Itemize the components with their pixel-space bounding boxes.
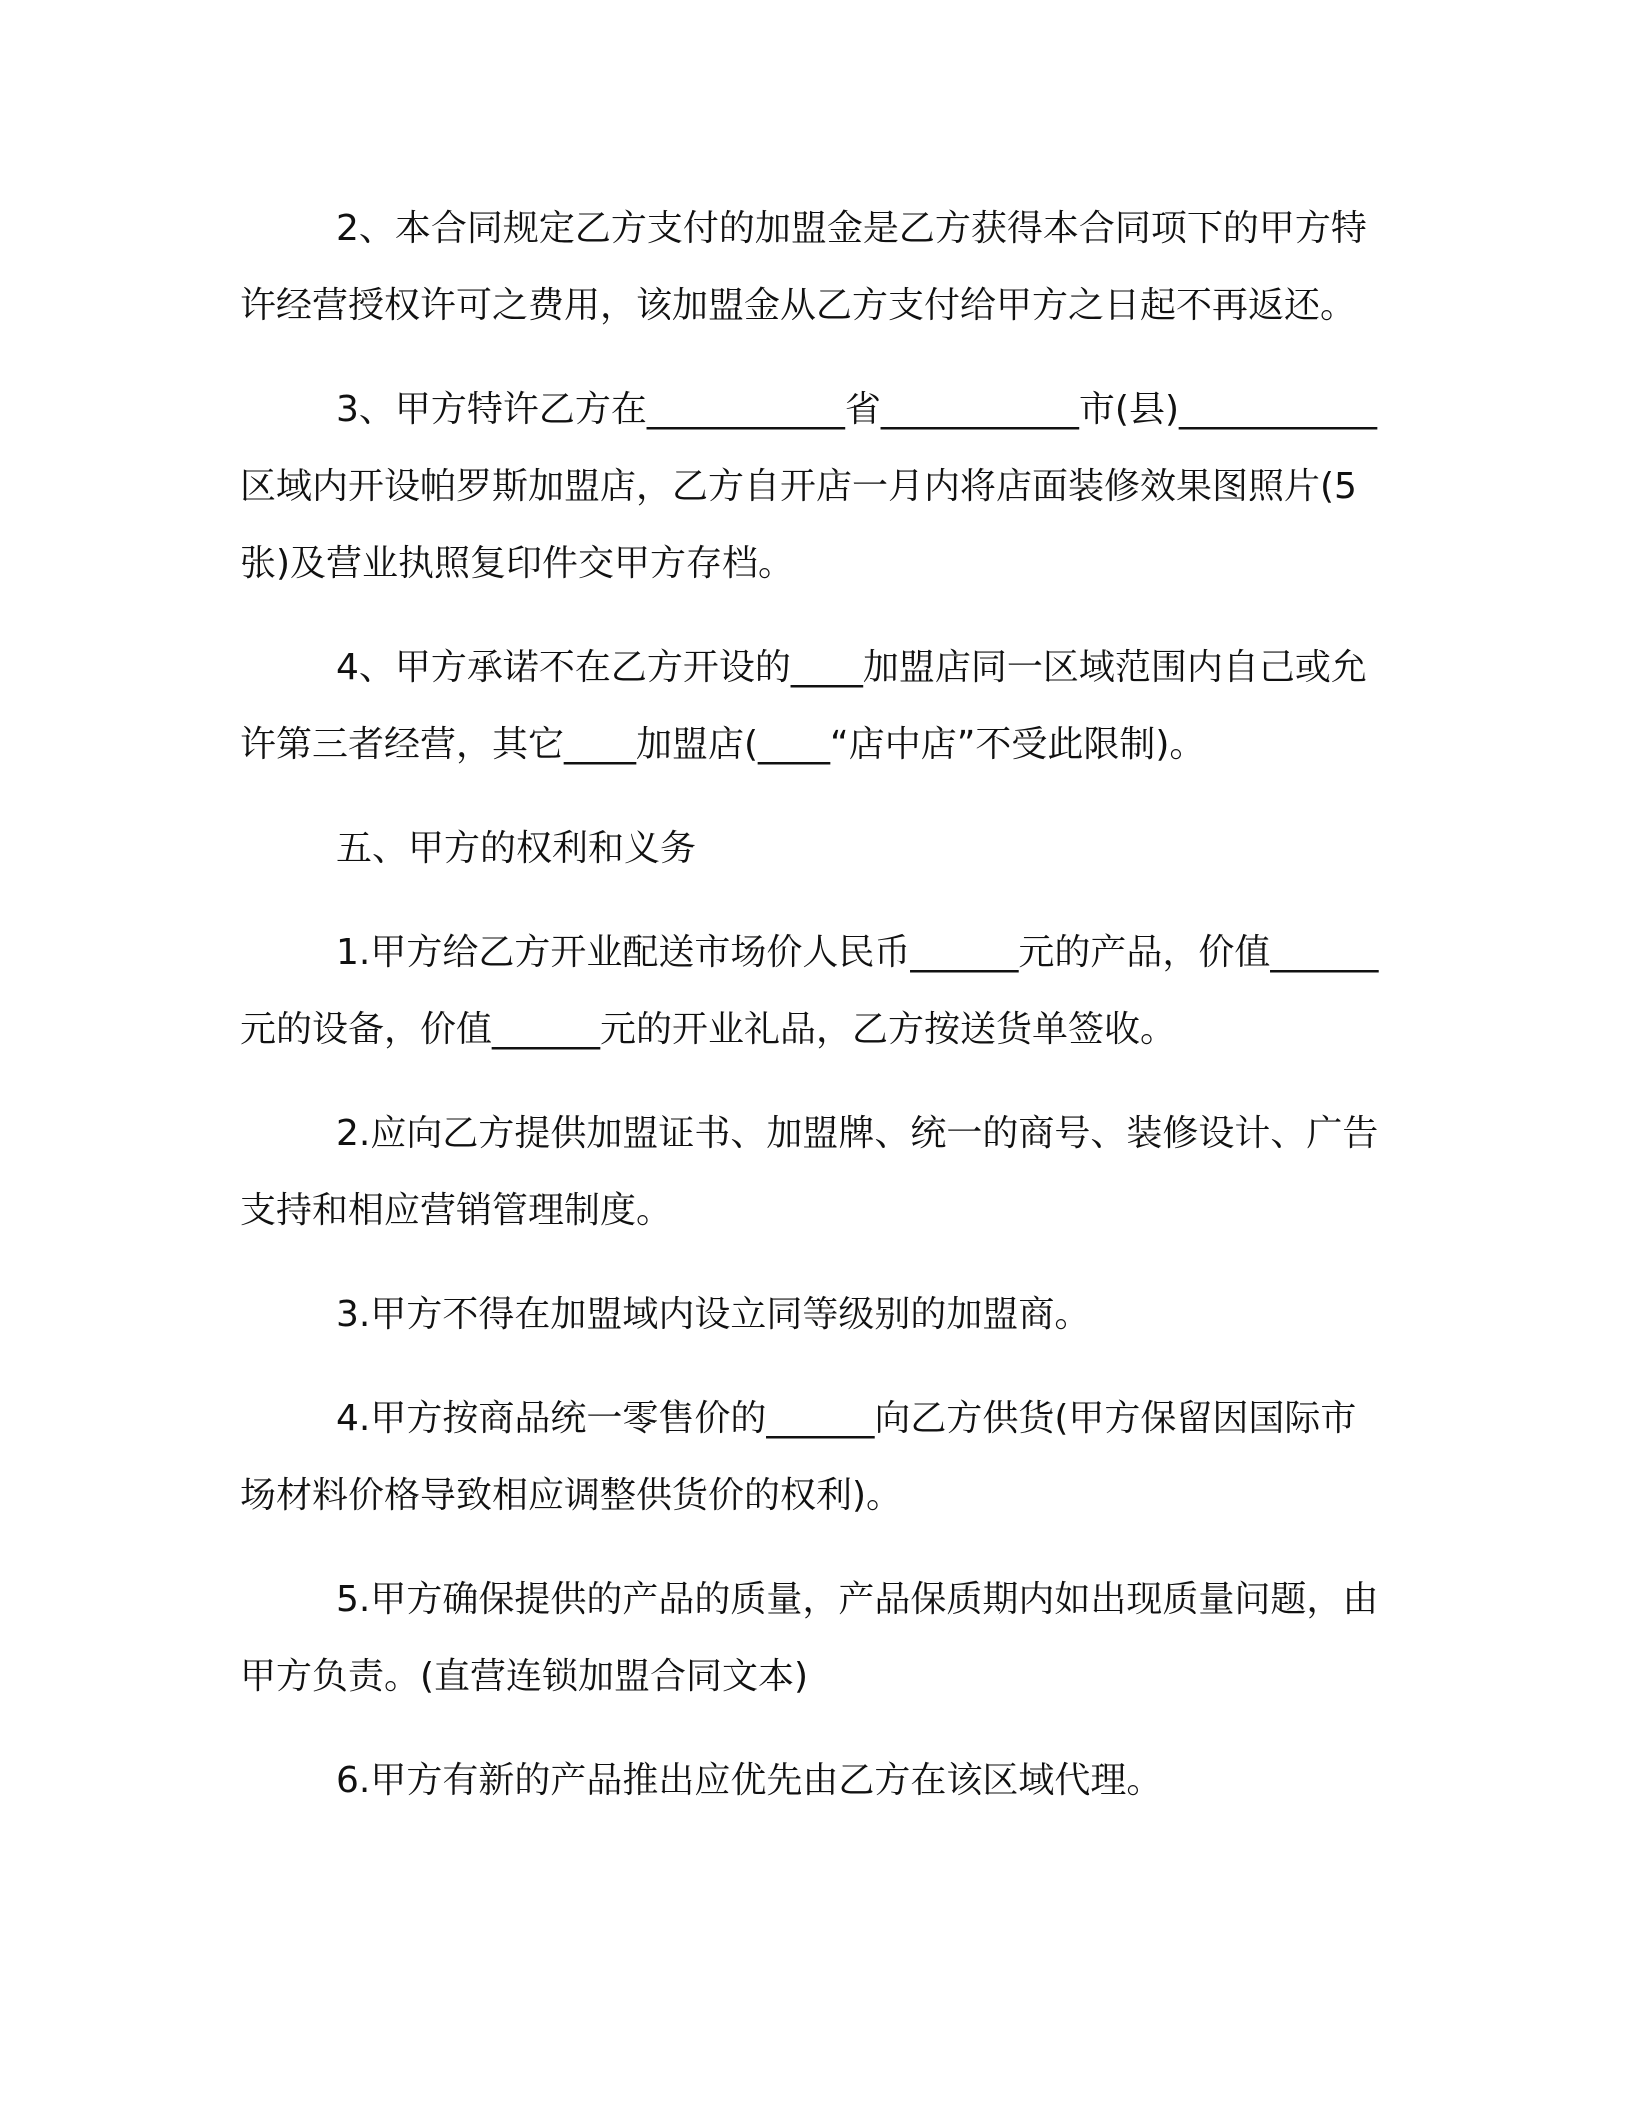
section-5-heading: 五、甲方的权利和义务 (336, 828, 697, 869)
clause-2-paragraph: 2、本合同规定乙方支付的加盟金是乙方获得本合同项下的甲方特许经营授权许可之费用，该加盟金从乙方支付给甲方之日起不再返还。 (240, 208, 1367, 326)
right-item-5: 5.甲方确保提供的产品的质量，产品保质期内如出现质量问题，由甲方负责。(直营连锁加盟合同文本) (240, 1579, 1379, 1697)
right-item-2: 2.应向乙方提供加盟证书、加盟牌、统一的商号、装修设计、广告支持和相应营销管理制度。 (240, 1113, 1379, 1231)
right-item-3: 3.甲方不得在加盟域内设立同等级别的加盟商。 (336, 1294, 1091, 1335)
document-page (240, 190, 1380, 1819)
right-item-6: 6.甲方有新的产品推出应优先由乙方在该区域代理。 (336, 1760, 1163, 1801)
clause-3-paragraph: 3、甲方特许乙方在___________省___________市(县)___________区域内开设帕罗斯加盟店，乙方自开店一月内将店面装修效果图照片(5 张)及营业执照复印件交甲方存档。 (240, 389, 1377, 584)
right-item-4: 4.甲方按商品统一零售价的______向乙方供货(甲方保留因国际市场材料价格导致相应调整供货价的权利)。 (240, 1398, 1357, 1516)
right-item-1: 1.甲方给乙方开业配送市场价人民币______元的产品，价值______元的设备，价值______元的开业礼品，乙方按送货单签收。 (240, 932, 1379, 1050)
clause-4-paragraph: 4、甲方承诺不在乙方开设的____加盟店同一区域范围内自己或允许第三者经营，其它____加盟店(____“店中店”不受此限制)。 (240, 647, 1367, 765)
